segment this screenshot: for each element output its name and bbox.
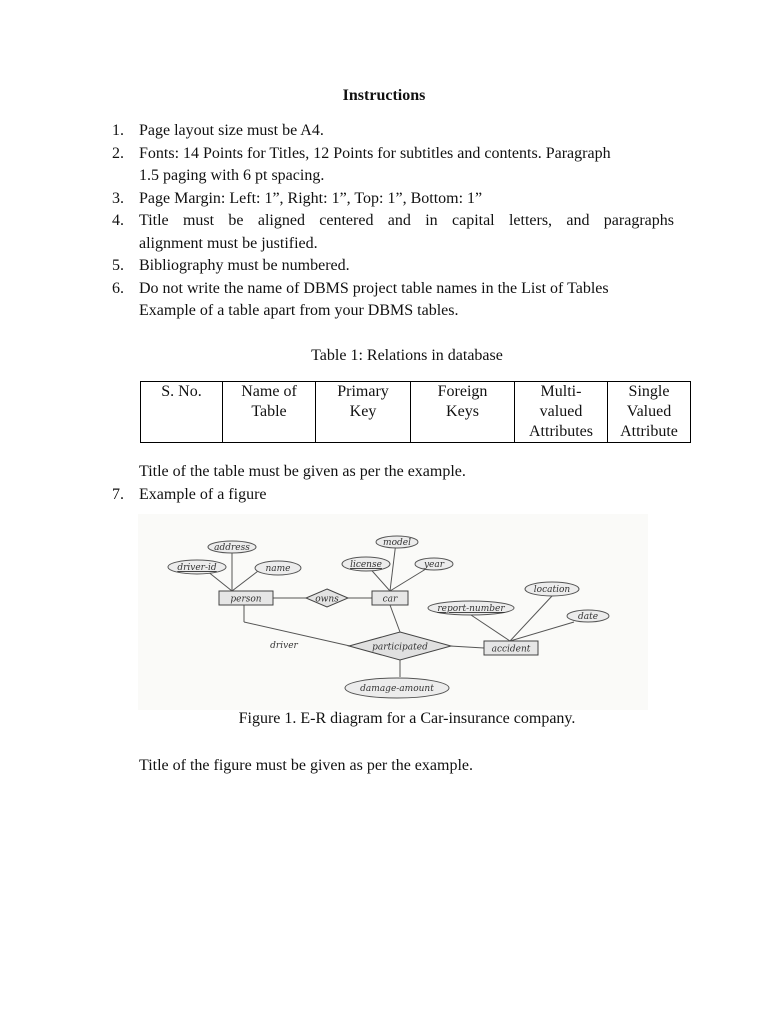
item-text: Example of a figure xyxy=(139,486,267,503)
header-line: Foreign xyxy=(437,383,488,400)
list-item xyxy=(112,120,674,143)
item-text: Page layout size must be A4. xyxy=(139,122,324,139)
relations-table xyxy=(140,381,691,443)
item-text-line: 1.5 paging with 6 pt spacing. xyxy=(139,167,325,184)
name-attribute-label: name xyxy=(265,564,291,574)
item-number: 4. xyxy=(112,212,124,229)
header-line: Attributes xyxy=(529,423,593,440)
accident-entity-label: accident xyxy=(491,644,531,655)
item-number: 6. xyxy=(112,279,124,297)
item-number: 5. xyxy=(112,257,124,274)
header-line: Valued xyxy=(626,403,672,420)
report-number-attribute-label: report-number xyxy=(437,604,505,614)
header-line: Single xyxy=(628,383,670,400)
instruction-list xyxy=(112,120,674,323)
header-cell-foreign-keys xyxy=(411,382,515,443)
page-title: Instructions xyxy=(342,87,426,104)
table-caption: Table 1: Relations in database xyxy=(311,347,503,364)
header-line: Table xyxy=(251,403,287,420)
person-entity-label: person xyxy=(230,594,262,605)
header-line: Name of xyxy=(241,383,297,400)
list-item xyxy=(112,486,267,504)
item-number: 3. xyxy=(112,189,124,207)
item-text-line: Do not write the name of DBMS project table names in the List of Tables xyxy=(139,279,609,297)
item-text-line: Example of a table apart from your DBMS tables. xyxy=(139,302,459,319)
header-line: Key xyxy=(349,403,377,420)
car-entity-label: car xyxy=(382,594,398,605)
table-header-row xyxy=(141,382,691,443)
header-line: S. No. xyxy=(161,383,202,400)
driver-role-label: driver xyxy=(270,641,298,651)
header-cell-single-valued xyxy=(608,382,691,443)
header-cell-sno xyxy=(141,382,223,443)
figure-note: Title of the figure must be given as per the example. xyxy=(139,757,473,774)
list-item xyxy=(112,278,674,323)
header-cell-primary-key xyxy=(316,382,411,443)
figure-caption: Figure 1. E-R diagram for a Car-insurance company. xyxy=(238,710,576,727)
list-item xyxy=(112,143,674,188)
list-item xyxy=(112,210,674,255)
year-attribute-label: year xyxy=(423,560,445,570)
header-line: Multi- xyxy=(540,383,582,400)
list-item xyxy=(112,188,674,211)
item-text: Bibliography must be numbered. xyxy=(139,257,350,274)
er-diagram xyxy=(138,514,648,710)
date-attribute-label: date xyxy=(577,612,599,622)
address-attribute-label: address xyxy=(214,543,250,553)
header-line: Attribute xyxy=(620,423,678,440)
item-number: 7. xyxy=(112,486,124,503)
item-text: Page Margin: Left: 1”, Right: 1”, Top: 1”, Bottom: 1” xyxy=(139,189,483,207)
damage-amount-attribute-label: damage-amount xyxy=(360,684,434,694)
item-text-line: Title must be aligned centered and in capital letters, and paragraphs xyxy=(139,212,674,229)
owns-relationship-label: owns xyxy=(315,594,339,605)
item-number: 2. xyxy=(112,144,124,162)
header-line: Keys xyxy=(446,403,479,420)
header-line: valued xyxy=(539,403,583,420)
header-cell-table-name xyxy=(223,382,316,443)
list-item xyxy=(112,255,674,278)
header-line: Primary xyxy=(337,383,389,400)
item-text-line: alignment must be justified. xyxy=(139,234,318,252)
table-note: Title of the table must be given as per the example. xyxy=(139,463,466,480)
er-diagram-figure xyxy=(138,514,648,710)
model-attribute-label: model xyxy=(383,538,411,548)
driver-id-attribute-label: driver-id xyxy=(177,563,217,573)
license-attribute-label: license xyxy=(350,560,382,570)
item-text-line: Fonts: 14 Points for Titles, 12 Points for subtitles and contents. Paragraph xyxy=(139,144,611,162)
item-number: 1. xyxy=(112,122,124,139)
location-attribute-label: location xyxy=(533,585,571,595)
participated-relationship-label: participated xyxy=(372,642,428,653)
header-cell-multivalued xyxy=(515,382,608,443)
